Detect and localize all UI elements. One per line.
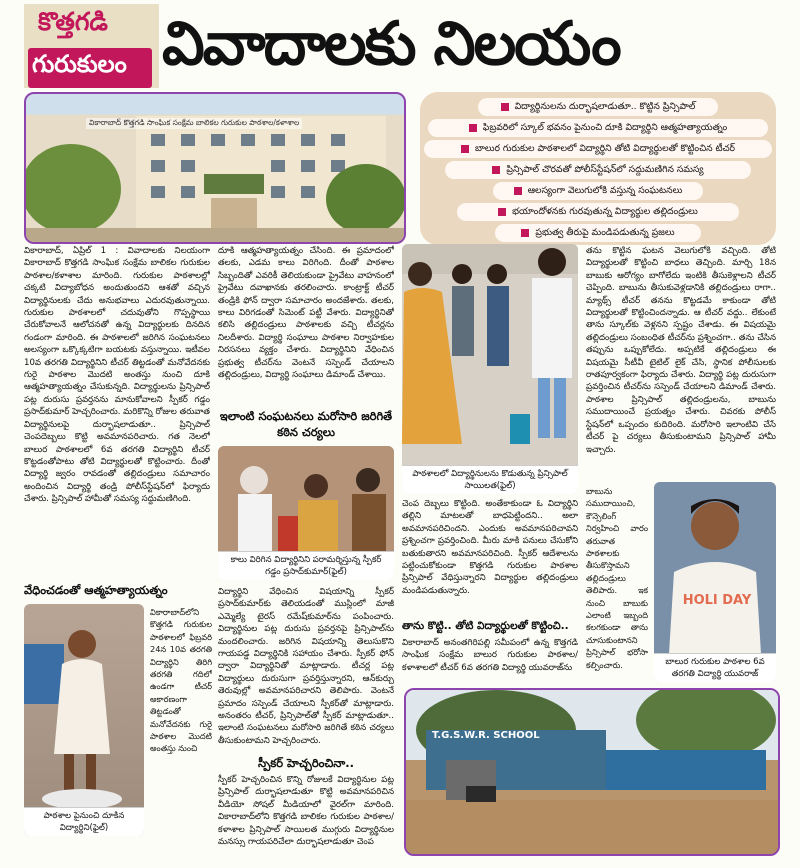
article-column-4b: బాబును సముదాయించి, కౌన్సెలింగ్ నిర్వహించి వారం తరువాత పాఠశాలకు తీసుకొస్తామని తల్లిదండ్రులు తెలిపారు. ఇక నుంచి బాబుకు ఎలాంటి ఇబ్బంది కలగకుండా తాను చూసుకుంటానని ప్రిన్సిపాల్ భరోసా కల్పించారు.	[586, 486, 648, 670]
speaker-visit-photo	[218, 446, 394, 580]
highlight-item: బాలుర గురుకుల పాఠశాలలో విద్యార్థిని తోటి విద్యార్థుల‌తో కొట్టించిన టీచర్	[424, 140, 772, 158]
school-building-image	[26, 94, 404, 242]
school-building-photo	[24, 92, 406, 244]
girl-photo-caption: పాఠశాల పైనుంచి దూకిన విద్యార్థిని(ఫైల్)	[24, 807, 144, 836]
section-tag	[24, 4, 159, 88]
section-tag-line2: గురుకులం	[28, 48, 152, 88]
article-column-1b: వికారాబాద్‌లోని కొత్తగడి గురుకుల పాఠశాలలో ఫిబ్రవరి 24న 10వ తరగతి విద్యార్థిని తిరిగి తరగతి గదిలో ఉండగా టీచర్ అకారణంగా తిట్టడంతో మనోవేదనకు గురై పాఠశాల మొదటి అంతస్తు నుంచి	[150, 607, 212, 754]
subheading-suicide-attempt: వేధించడంతో ఆత్మహత్యాయత్నం	[24, 583, 168, 597]
school-board-text: T.G.S.W.R. SCHOOL	[432, 730, 540, 741]
article-column-2c: స్పీకర్ హెచ్చరించిన కొన్ని రోజులకే విద్యార్థినుల పట్ల ప్రిన్సిపాల్ దుర్భాషలాడుతూ కొట్టి అవమానపరిచిన వీడియో సోషల్ మీడియాలో వైరల్‌గా మారింది. వికారాబాద్‌లోని కొత్తగడి బాలికల గురుకుల పాఠశాల/కళాశాల ప్రిన్సిపాల్ సాయిలత ముగ్గురు విద్యార్థినుల మనస్సు గాయపరిచేలా దుర్భాషలాడుతూ చెంప	[218, 775, 394, 848]
speaker-visit-image	[218, 446, 394, 554]
highlight-item: ప్రిన్సిపాల్ చొరవతో పోలీస్‌స్టేషన్‌లో సద్దుమణిగిన సమస్య	[445, 161, 751, 179]
subheading-strict-action-line2: కఠిన చర్యలు	[277, 425, 335, 439]
girl-photo	[24, 604, 144, 836]
principal-video-photo	[402, 244, 578, 494]
girl-image	[24, 604, 144, 814]
subheading-strict-action-line1: ఇలాంటి సంఘటనలు మరోసారి జరిగితే	[219, 409, 393, 423]
speaker-visit-caption: కాలు విరిగిన విద్యార్థినిని పరామర్శిస్తున్న స్పీకర్ గడ్డం ప్రసాద్‌కుమార్(ఫైల్)	[218, 551, 394, 580]
boy-image	[654, 482, 776, 654]
article-column-2: దూకి ఆత్మహత్యాయత్నం చేసింది. ఈ ప్రమాదంలో తలకు, ఎడమ కాలు విరిగింది. దీంతో పాఠశాల సిబ్బందితో ఎవరికీ తెలియకుండా ప్రైవేటు వాహనంలో ప్రైవేటు దవాఖానకు తరలించారు. కాంట్రాక్ట్ టీచర్ తండ్రికి ఫోన్ ద్వారా సమాచారం అందజేశారు. తలకు, కాలు విరిగడంతో సిమెంట్ పట్టీ వేశారు. విద్యార్థినితో కలిసి తల్లిదండ్రులు పాఠశాలకు వచ్చి టీచర్లను నిలదీశారు. విద్యార్థి సంఘాలు పాఠశాల నిర్వాహకుల నిరసనలు వ్యక్తం చేశారు. విద్యార్థినిని వేధించిన ప్రభుత్వ టీచర్‌ను వెంటనే సస్పెండ్ చేయాలని తల్లిదండ్రులు, విద్యార్థి సంఘాలు డిమాండ్ చేశాయి.	[218, 246, 394, 381]
boy-photo	[654, 482, 776, 682]
highlight-item: ఫిబ్రవరిలో స్కూల్ భవనం పైనుంచి దూకి విద్యార్థిని ఆత్మహత్యాయత్నం	[428, 119, 768, 137]
subheading-speaker-warned: స్పీకర్ హెచ్చరించినా..	[258, 756, 354, 770]
article-column-3: చెంప దెబ్బలు కొట్టింది. అంతేకాకుండా ఓ విద్యార్థిని తల్లిని మాటలతో బాధపెట్టిందని.. అలా అవమానపరిచిందని. ఎందుకు అవమానపరిచావని ప్రశ్నించగా ప్రవర్తించింది. మీరు మాకి పనులు చేసుకోని బతుకుతారని అవమానపరిచింది. స్పీకర్ ఆదేశాలను పట్టించుకోకుండా కొత్తగడి గురుకుల పాఠశాల ప్రిన్సిపాల్ వేధిస్తున్నారని విద్యార్థుల తల్లిదండ్రులు మండిపడుతున్నారు.	[402, 499, 578, 596]
bullet-square-icon	[498, 208, 506, 216]
boys-school-photo	[404, 688, 780, 856]
article-column-3b: వికారాబాద్ అనంతగిరిపల్లి సమీపంలో ఉన్న కొత్తగడి సాంఘిక సంక్షేమ బాలుర గురుకుల పాఠశాల/కళాశాలలో టీచర్ 6వ తరగతి విద్యార్థి యువరాజ్‌ను	[402, 638, 578, 673]
highlight-item: ప్రభుత్వ తీరుపై మండిపడుతున్న ప్రజలు	[495, 224, 701, 242]
highlight-item: భయాందోళనకు గురవుతున్న విద్యార్థుల తల్లిదండ్రులు	[457, 203, 739, 221]
bullet-square-icon	[461, 145, 469, 153]
highlights-box	[420, 92, 776, 245]
highlight-item: విద్యార్థినులను దుర్భాషలాడుతూ.. కొట్టిన ప్రిన్సిపాల్	[478, 98, 718, 116]
boy-shirt-text: HOLI DAY	[682, 593, 752, 608]
subheading-teacher-beat: తాను కొట్టి.. తోటి విద్యార్థులతో కొట్టించి..	[402, 620, 569, 632]
school-sign-caption: వికారాబాద్ కొత్తగడి సాంఘిక సంక్షేమ బాలికల గురుకుల పాఠశాల/కళాశాల	[86, 118, 302, 129]
bullet-square-icon	[514, 187, 522, 195]
headline: వివాదాలకు నిలయం	[162, 9, 620, 79]
article-column-1: వికారాబాద్, ఏప్రిల్ 1 : వివాదాలకు నిలయంగా వికారాబాద్ కొత్తగడి సాంఘిక సంక్షేమ బాలికల గురుకుల పాఠశాల/కళాశాల మారింది. గురుకుల పాఠశాలల్లో చక్కటి విద్యాబోధన అందుతుందని ఆశతో వచ్చిన విద్యార్థినులకు చేదు అనుభవాలు ఎదురవుతున్నాయి. గురుకుల పాఠశాలలో చదువుతోని గొప్పస్థాయి చేరుకోవాలనే ఆలోచనతో ఉన్న విద్యార్థులకు దినదిన గండంగా మారింది. ఈ పాఠశాలలో జరిగిన సంఘటనలు అలస్యంగా ఒక్కొక్కటిగా బయటకు వస్తున్నాయి. ఇటీవల 10వ తరగతి విద్యార్థినిని టీచర్ తిట్టడంతో మనోవేదనకు గురై పాఠశాల మొదటి అంతస్తు నుంచి దూకి ఆత్మహత్యాయత్నం చేసుకున్నది. విద్యార్థులను ప్రిన్సిపాల్ పట్ల దురుసు ప్రవర్తనను మానుకోవాలని స్పీకర్ గడ్డం ప్రసాద్‌కుమార్ హెచ్చరించారు. మరికొన్ని రోజుల తరువాత విద్యార్థినులపై దుర్భాషలాడుతూ.. ప్రిన్సిపాల్ చెంపదెబ్బలు కొట్టి అవమానపరిచారు. గత నెలలో బాలుర పాఠశాలలో 6వ తరగతి విద్యార్థిని టీచర్ కొట్టడంతోపాటు తోటి విద్యార్థులతో కొట్టించారు. దీంతో విద్యార్థి జ్వరం రావడంతో తల్లిదండ్రులు సమాచారం అందించిన విద్యార్థి తండ్రి పోలీస్‌స్టేషన్‌లో ఫిర్యాదు చేశారు. ప్రిన్సిపాల్ హామీతో సమస్య సద్దుమణిగింది.	[24, 246, 210, 505]
principal-video-caption: పాఠశాలలో విద్యార్థినులను కొడుతున్న ప్రిన్సిపాల్ సాయిలత(ఫైల్)	[402, 465, 578, 494]
bullet-square-icon	[521, 229, 529, 237]
boys-school-image	[406, 690, 778, 854]
bullet-square-icon	[501, 103, 509, 111]
bullet-square-icon	[469, 124, 477, 132]
subheading-strict-action	[218, 408, 394, 440]
principal-video-image	[402, 244, 578, 468]
boy-photo-caption: బాలుర గురుకుల పాఠశాల 6వ తరగతి విద్యార్థి యువరాజ్	[654, 653, 776, 682]
section-tag-line1: కొత్తగడి	[38, 7, 108, 36]
bullet-square-icon	[492, 166, 500, 174]
article-column-4: తను కొట్టిన ఘటన వెలుగులోకి వచ్చింది. తోటి విద్యార్థులతో కొట్టించి బాధలు తెచ్చింది. మార్చి 18న బాబుకు ఆరోగ్యం బాగోలేదు ఇంటికి తీసుకెళ్లాలని టీచర్ చెప్పింది. బాబును తీసుకువెళ్లడానికి తల్లిదండ్రులు రాగా.. మ్యాథ్స్ టీచర్ తనను కొట్టడమే కాకుండా తోటి విద్యార్థులతో కొట్టించిందన్నాడు. ఆ టీచర్ వద్దు.. లేకుంటే తాను స్కూల్‌కు వెళ్లనని స్పష్టం చేశాడు. ఈ విషయమై తల్లిదండ్రులు సంబంధిత టీచర్‌ను ప్రశ్నించగా.. తను చేసిన తప్పును ఒప్పుకోలేదు. అప్పటికే తల్లిదండ్రులు ఈ విషయమై సీటీవీ టైటిల్ లైక్ చేసి, స్థానిక పోలీసులకు రాతపూర్వకంగా ఫిర్యాదు చేశారు. విద్యార్థి పట్ల దురుసుగా ప్రవర్తించిన టీచర్‌ను సస్పెండ్ చేయాలని డిమాండ్ చేశారు. పాఠశాల ప్రిన్సిపాల్ తల్లిదండ్రులను, బాబును సముదాయించే ప్రయత్నం చేశారు. చివరకు పోలీస్ స్టేషన్‌లో ఒప్పందం కుదిరింది. మరోసారి ఇలాంటివి చేసే టీచర్ పై చర్యలు తీసుకుంటామని ప్రిన్సిపాల్ హామీ ఇచ్చారు.	[586, 246, 776, 455]
article-column-2b: విద్యార్థిని వేధించిన విషయాన్ని స్పీకర్ ప్రసాద్‌కుమార్‌కు తెలియడంతో ముస్లింలో మాజీ ఎమ్మెల్యే టైరస్ రమేష్‌కుమార్‌ను పంపించారు. విద్యార్థినుల పట్ల దురుసు ప్రవర్తనపై ప్రిన్సిపాల్‌ను మందలించారు. జరిగిన విషయాన్ని తెలుసుకొని గాయపడ్డ విద్యార్థినికి సహాయం చేశారు. స్పీకర్ ఫోన్ ద్వారా విద్యార్థినితో మాట్లాడారు. టీచర్ల పట్ల విద్యార్థులు దురుసుగా ప్రవర్తిస్తున్నారని, ఆన్‌కుర్చు తెరువుల్లో అవమానపరిచారని తెలిపారు. వెంటనే ప్రమాదం సస్పెండ్ చేయాలని స్పీకర్‌తో మాట్లాడారు. అనంతరం టీచర్, ప్రిన్సిపాల్‌తో స్పీకర్ మాట్లాడుతూ.. ఇలాంటి సంఘటనలు మరోసారి జరిగితే కఠిన చర్యలు తీసుకుంటామని హెచ్చరించారు.	[218, 587, 394, 746]
highlight-item: ఆలస్యంగా వెలుగులోకి వస్తున్న సంఘటనలు	[493, 182, 703, 200]
